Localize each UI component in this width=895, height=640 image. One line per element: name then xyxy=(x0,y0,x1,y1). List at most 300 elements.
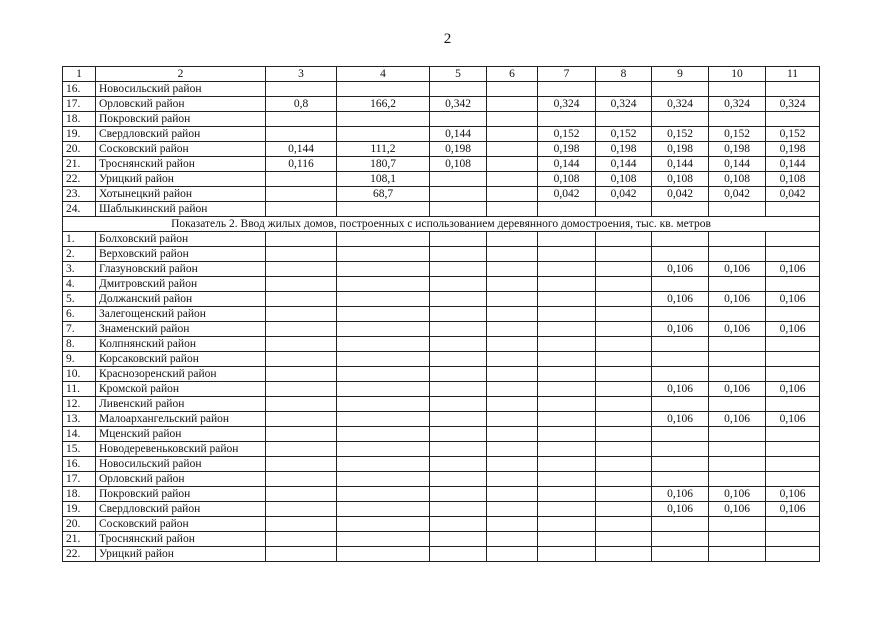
value-cell xyxy=(487,157,538,172)
value-cell xyxy=(487,82,538,97)
value-cell xyxy=(652,307,709,322)
table-row xyxy=(63,97,820,112)
header-cell: 2 xyxy=(96,67,266,82)
value-cell xyxy=(709,82,766,97)
value-cell xyxy=(538,532,596,547)
value-cell: 0,324 xyxy=(766,97,820,112)
value-cell xyxy=(709,337,766,352)
value-cell xyxy=(709,532,766,547)
value-cell xyxy=(538,547,596,562)
value-cell xyxy=(596,232,652,247)
value-cell xyxy=(430,337,487,352)
value-cell xyxy=(430,292,487,307)
value-cell xyxy=(337,457,430,472)
value-cell: 0,106 xyxy=(709,487,766,502)
value-cell: 0,106 xyxy=(709,412,766,427)
value-cell: 0,106 xyxy=(709,322,766,337)
row-number: 2. xyxy=(63,247,96,262)
value-cell xyxy=(596,547,652,562)
value-cell xyxy=(487,442,538,457)
table-row xyxy=(63,157,820,172)
value-cell xyxy=(337,472,430,487)
district-name: Мценский район xyxy=(96,427,266,442)
value-cell xyxy=(266,427,337,442)
value-cell xyxy=(487,97,538,112)
value-cell xyxy=(709,427,766,442)
table-row xyxy=(63,442,820,457)
value-cell: 0,144 xyxy=(766,157,820,172)
value-cell xyxy=(266,487,337,502)
value-cell: 0,106 xyxy=(766,412,820,427)
value-cell xyxy=(430,247,487,262)
value-cell xyxy=(337,262,430,277)
value-cell: 0,106 xyxy=(709,292,766,307)
value-cell xyxy=(596,487,652,502)
district-name: Кромской район xyxy=(96,382,266,397)
value-cell xyxy=(538,472,596,487)
value-cell xyxy=(766,472,820,487)
value-cell xyxy=(538,412,596,427)
value-cell xyxy=(337,127,430,142)
value-cell xyxy=(538,352,596,367)
table-row xyxy=(63,457,820,472)
value-cell: 0,152 xyxy=(538,127,596,142)
value-cell: 0,042 xyxy=(538,187,596,202)
value-cell xyxy=(652,352,709,367)
value-cell xyxy=(337,307,430,322)
value-cell: 0,042 xyxy=(766,187,820,202)
value-cell xyxy=(652,472,709,487)
value-cell xyxy=(652,82,709,97)
value-cell xyxy=(266,187,337,202)
value-cell: 0,108 xyxy=(709,172,766,187)
row-number: 5. xyxy=(63,292,96,307)
value-cell: 0,144 xyxy=(538,157,596,172)
value-cell xyxy=(266,262,337,277)
value-cell: 0,198 xyxy=(538,142,596,157)
value-cell: 111,2 xyxy=(337,142,430,157)
value-cell xyxy=(266,172,337,187)
value-cell xyxy=(487,412,538,427)
table-row xyxy=(63,292,820,307)
value-cell xyxy=(538,382,596,397)
value-cell: 0,108 xyxy=(596,172,652,187)
value-cell xyxy=(652,442,709,457)
row-number: 1. xyxy=(63,232,96,247)
value-cell xyxy=(652,457,709,472)
value-cell xyxy=(430,472,487,487)
table-row xyxy=(63,427,820,442)
district-name: Дмитровский район xyxy=(96,277,266,292)
value-cell xyxy=(596,82,652,97)
value-cell: 0,198 xyxy=(766,142,820,157)
district-name: Шаблыкинский район xyxy=(96,202,266,217)
value-cell xyxy=(337,322,430,337)
value-cell: 0,106 xyxy=(652,292,709,307)
page-number: 2 xyxy=(443,31,452,47)
value-cell xyxy=(266,112,337,127)
value-cell: 0,106 xyxy=(766,382,820,397)
value-cell: 0,106 xyxy=(766,292,820,307)
value-cell: 0,144 xyxy=(652,157,709,172)
value-cell: 0,144 xyxy=(430,127,487,142)
value-cell xyxy=(709,457,766,472)
district-name: Должанский район xyxy=(96,292,266,307)
row-number: 17. xyxy=(63,472,96,487)
value-cell xyxy=(538,262,596,277)
value-cell xyxy=(430,277,487,292)
header-cell: 4 xyxy=(337,67,430,82)
value-cell xyxy=(337,487,430,502)
district-name: Залегощенский район xyxy=(96,307,266,322)
value-cell xyxy=(538,277,596,292)
value-cell xyxy=(487,397,538,412)
value-cell xyxy=(652,517,709,532)
value-cell xyxy=(337,277,430,292)
row-number: 6. xyxy=(63,307,96,322)
value-cell xyxy=(266,517,337,532)
value-cell xyxy=(538,247,596,262)
value-cell xyxy=(652,547,709,562)
value-cell xyxy=(487,187,538,202)
value-cell xyxy=(487,427,538,442)
row-number: 12. xyxy=(63,397,96,412)
value-cell xyxy=(487,142,538,157)
value-cell: 0,144 xyxy=(709,157,766,172)
value-cell: 68,7 xyxy=(337,187,430,202)
value-cell xyxy=(430,202,487,217)
value-cell xyxy=(538,517,596,532)
row-number: 20. xyxy=(63,142,96,157)
header-row xyxy=(63,67,820,82)
value-cell xyxy=(430,442,487,457)
value-cell xyxy=(266,547,337,562)
district-name: Сосковский район xyxy=(96,517,266,532)
value-cell xyxy=(337,337,430,352)
district-name: Сосковский район xyxy=(96,142,266,157)
district-name: Хотынецкий район xyxy=(96,187,266,202)
row-number: 18. xyxy=(63,487,96,502)
value-cell: 0,108 xyxy=(766,172,820,187)
value-cell xyxy=(652,427,709,442)
district-name: Краснозоренский район xyxy=(96,367,266,382)
row-number: 21. xyxy=(63,532,96,547)
value-cell: 0,106 xyxy=(652,502,709,517)
value-cell xyxy=(266,367,337,382)
value-cell xyxy=(487,172,538,187)
header-cell: 9 xyxy=(652,67,709,82)
row-number: 18. xyxy=(63,112,96,127)
value-cell xyxy=(766,457,820,472)
value-cell xyxy=(487,322,538,337)
district-name: Новосильский район xyxy=(96,457,266,472)
value-cell xyxy=(337,247,430,262)
value-cell xyxy=(596,472,652,487)
table-row xyxy=(63,247,820,262)
value-cell xyxy=(266,412,337,427)
value-cell xyxy=(266,442,337,457)
value-cell xyxy=(766,427,820,442)
value-cell xyxy=(337,112,430,127)
value-cell xyxy=(596,262,652,277)
value-cell xyxy=(766,547,820,562)
value-cell xyxy=(266,277,337,292)
value-cell xyxy=(430,382,487,397)
table-row xyxy=(63,502,820,517)
district-name: Верховский район xyxy=(96,247,266,262)
value-cell xyxy=(487,277,538,292)
value-cell xyxy=(766,112,820,127)
value-cell: 0,106 xyxy=(709,262,766,277)
value-cell xyxy=(538,307,596,322)
district-name: Глазуновский район xyxy=(96,262,266,277)
value-cell: 0,152 xyxy=(766,127,820,142)
value-cell: 0,108 xyxy=(430,157,487,172)
value-cell xyxy=(337,532,430,547)
value-cell: 0,106 xyxy=(766,262,820,277)
value-cell xyxy=(487,502,538,517)
value-cell: 0,106 xyxy=(709,502,766,517)
value-cell xyxy=(337,367,430,382)
value-cell xyxy=(709,202,766,217)
value-cell xyxy=(766,337,820,352)
row-number: 11. xyxy=(63,382,96,397)
table-row xyxy=(63,142,820,157)
value-cell xyxy=(596,457,652,472)
value-cell xyxy=(652,277,709,292)
row-number: 22. xyxy=(63,172,96,187)
table-row xyxy=(63,517,820,532)
value-cell: 0,152 xyxy=(596,127,652,142)
value-cell: 0,198 xyxy=(430,142,487,157)
value-cell xyxy=(652,112,709,127)
table-row xyxy=(63,307,820,322)
row-number: 15. xyxy=(63,442,96,457)
value-cell xyxy=(266,457,337,472)
district-name: Свердловский район xyxy=(96,127,266,142)
table-row xyxy=(63,262,820,277)
row-number: 9. xyxy=(63,352,96,367)
value-cell xyxy=(596,307,652,322)
row-number: 21. xyxy=(63,157,96,172)
value-cell: 0,106 xyxy=(652,382,709,397)
value-cell xyxy=(266,247,337,262)
value-cell xyxy=(538,202,596,217)
value-cell: 0,198 xyxy=(709,142,766,157)
value-cell xyxy=(709,307,766,322)
district-name: Троснянский район xyxy=(96,532,266,547)
row-number: 4. xyxy=(63,277,96,292)
value-cell xyxy=(430,517,487,532)
value-cell xyxy=(652,532,709,547)
table-row xyxy=(63,367,820,382)
value-cell xyxy=(430,412,487,427)
district-name: Новосильский район xyxy=(96,82,266,97)
value-cell: 0,198 xyxy=(652,142,709,157)
district-name: Покровский район xyxy=(96,487,266,502)
value-cell: 0,324 xyxy=(596,97,652,112)
value-cell: 0,106 xyxy=(652,487,709,502)
district-name: Малоархангельский район xyxy=(96,412,266,427)
value-cell xyxy=(487,127,538,142)
header-cell: 3 xyxy=(266,67,337,82)
value-cell: 0,042 xyxy=(652,187,709,202)
data-table xyxy=(62,66,820,562)
value-cell xyxy=(766,277,820,292)
header-cell: 8 xyxy=(596,67,652,82)
value-cell xyxy=(487,232,538,247)
value-cell xyxy=(430,232,487,247)
value-cell xyxy=(538,232,596,247)
value-cell: 0,106 xyxy=(709,382,766,397)
value-cell xyxy=(596,352,652,367)
value-cell xyxy=(709,547,766,562)
table-row xyxy=(63,187,820,202)
value-cell xyxy=(337,547,430,562)
value-cell xyxy=(596,202,652,217)
section-title: Показатель 2. Ввод жилых домов, построенных с использованием деревянного домостроения, тыс. кв. метров xyxy=(63,217,820,232)
value-cell xyxy=(337,232,430,247)
value-cell xyxy=(487,307,538,322)
row-number: 23. xyxy=(63,187,96,202)
value-cell xyxy=(538,322,596,337)
value-cell xyxy=(709,397,766,412)
value-cell xyxy=(538,442,596,457)
row-number: 22. xyxy=(63,547,96,562)
value-cell xyxy=(596,247,652,262)
value-cell xyxy=(652,247,709,262)
value-cell xyxy=(266,532,337,547)
value-cell xyxy=(266,307,337,322)
value-cell xyxy=(430,457,487,472)
value-cell: 166,2 xyxy=(337,97,430,112)
value-cell xyxy=(487,337,538,352)
value-cell xyxy=(487,472,538,487)
value-cell xyxy=(709,367,766,382)
value-cell xyxy=(430,397,487,412)
table-row xyxy=(63,472,820,487)
district-name: Урицкий район xyxy=(96,172,266,187)
header-cell: 10 xyxy=(709,67,766,82)
value-cell xyxy=(709,112,766,127)
value-cell: 0,342 xyxy=(430,97,487,112)
value-cell xyxy=(337,427,430,442)
value-cell xyxy=(487,247,538,262)
table-row xyxy=(63,127,820,142)
value-cell xyxy=(538,427,596,442)
value-cell xyxy=(266,472,337,487)
value-cell xyxy=(337,502,430,517)
value-cell xyxy=(266,127,337,142)
value-cell xyxy=(487,532,538,547)
district-name: Орловский район xyxy=(96,97,266,112)
value-cell xyxy=(538,487,596,502)
value-cell: 0,106 xyxy=(652,412,709,427)
value-cell xyxy=(430,82,487,97)
value-cell xyxy=(709,247,766,262)
value-cell xyxy=(596,292,652,307)
value-cell xyxy=(266,292,337,307)
district-name: Новодеревеньковский район xyxy=(96,442,266,457)
value-cell xyxy=(596,277,652,292)
value-cell xyxy=(596,517,652,532)
row-number: 13. xyxy=(63,412,96,427)
value-cell: 0,106 xyxy=(652,322,709,337)
table-row xyxy=(63,322,820,337)
value-cell xyxy=(766,442,820,457)
value-cell xyxy=(266,502,337,517)
value-cell xyxy=(487,292,538,307)
value-cell xyxy=(337,82,430,97)
table-row xyxy=(63,82,820,97)
value-cell xyxy=(266,352,337,367)
value-cell xyxy=(596,367,652,382)
row-number: 19. xyxy=(63,127,96,142)
value-cell xyxy=(596,412,652,427)
row-number: 24. xyxy=(63,202,96,217)
value-cell xyxy=(652,232,709,247)
table-row xyxy=(63,487,820,502)
value-cell xyxy=(487,547,538,562)
value-cell: 0,198 xyxy=(596,142,652,157)
value-cell: 0,8 xyxy=(266,97,337,112)
value-cell xyxy=(430,547,487,562)
section-row xyxy=(63,217,820,232)
district-name: Болховский район xyxy=(96,232,266,247)
value-cell xyxy=(538,457,596,472)
header-cell: 7 xyxy=(538,67,596,82)
district-name: Знаменский район xyxy=(96,322,266,337)
value-cell xyxy=(766,517,820,532)
row-number: 17. xyxy=(63,97,96,112)
value-cell xyxy=(538,367,596,382)
value-cell xyxy=(538,292,596,307)
district-name: Свердловский район xyxy=(96,502,266,517)
value-cell: 0,042 xyxy=(596,187,652,202)
table-row xyxy=(63,337,820,352)
value-cell: 0,042 xyxy=(709,187,766,202)
value-cell xyxy=(709,472,766,487)
row-number: 20. xyxy=(63,517,96,532)
value-cell: 0,106 xyxy=(652,262,709,277)
table-row xyxy=(63,382,820,397)
value-cell xyxy=(596,532,652,547)
value-cell xyxy=(709,517,766,532)
table-row xyxy=(63,232,820,247)
value-cell xyxy=(430,112,487,127)
value-cell xyxy=(709,352,766,367)
value-cell xyxy=(652,202,709,217)
value-cell xyxy=(430,322,487,337)
value-cell xyxy=(487,517,538,532)
table-row xyxy=(63,202,820,217)
value-cell xyxy=(709,232,766,247)
value-cell xyxy=(430,262,487,277)
value-cell xyxy=(487,352,538,367)
value-cell xyxy=(709,277,766,292)
value-cell xyxy=(652,397,709,412)
table-row xyxy=(63,172,820,187)
value-cell xyxy=(430,487,487,502)
value-cell xyxy=(487,382,538,397)
value-cell xyxy=(487,457,538,472)
value-cell xyxy=(430,427,487,442)
district-name: Колпнянский район xyxy=(96,337,266,352)
value-cell: 0,116 xyxy=(266,157,337,172)
value-cell xyxy=(596,112,652,127)
value-cell xyxy=(487,112,538,127)
value-cell xyxy=(766,532,820,547)
